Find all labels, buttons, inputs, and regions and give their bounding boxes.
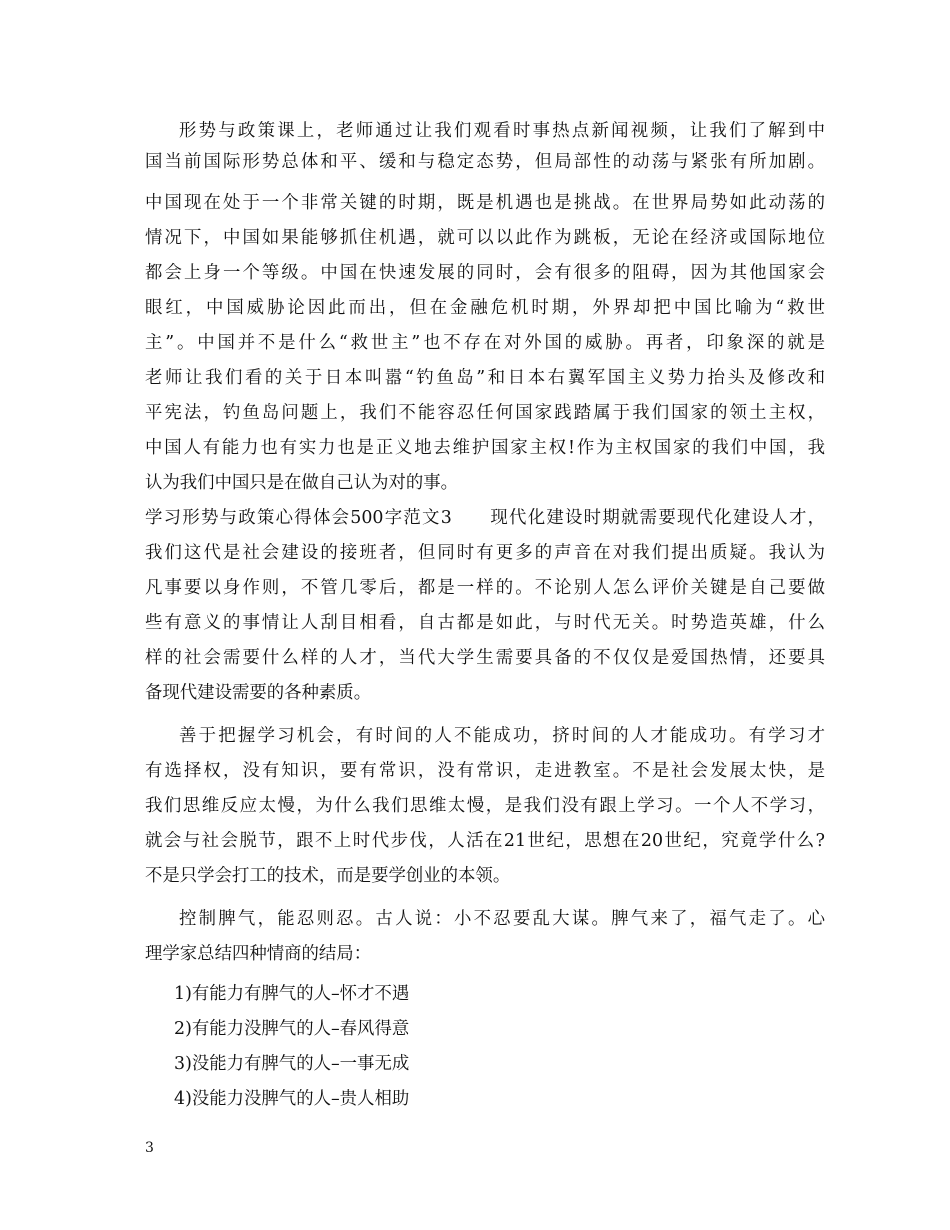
text-line: 平宪法，钓鱼岛问题上，我们不能容忍任何国家践踏属于我们国家的领土主权，: [145, 403, 825, 423]
text-line: 形势与政策课上，老师通过让我们观看时事热点新闻视频，让我们了解到中: [179, 121, 825, 141]
list-item: 3)没能力有脾气的人–一事无成: [174, 1054, 410, 1074]
list-item: 4)没能力没脾气的人–贵人相助: [174, 1089, 410, 1109]
text-line: 情况下，中国如果能够抓住机遇，就可以以此作为跳板，无论在经济或国际地位: [145, 228, 825, 248]
text-line: 学习形势与政策心得体会500字范文3 现代化建设时期就需要现代化建设人才，: [145, 508, 825, 528]
text-line: 有选择权，没有知识，要有常识，没有常识，走进教室。不是社会发展太快，是: [145, 761, 825, 781]
text-line: 凡事要以身作则，不管几零后，都是一样的。不论别人怎么评价关键是自己要做: [145, 578, 825, 598]
list-item: 1)有能力有脾气的人–怀才不遇: [174, 984, 410, 1004]
text-line: 就会与社会脱节，跟不上时代步伐，人活在21世纪，思想在20世纪，究竟学什么?: [145, 831, 825, 851]
text-line: 控制脾气，能忍则忍。古人说：小不忍要乱大谋。脾气来了，福气走了。心: [179, 909, 825, 929]
text-line: 理学家总结四种情商的结局：: [145, 944, 372, 964]
text-line: 中国现在处于一个非常关键的时期，既是机遇也是挑战。在世界局势如此动荡的: [145, 193, 825, 213]
text-line: 中国人有能力也有实力也是正义地去维护国家主权!作为主权国家的我们中国，我: [145, 438, 825, 458]
text-line: 主”。中国并不是什么“救世主”也不存在对外国的威胁。再者，印象深的就是: [145, 333, 825, 353]
text-line: 我们思维反应太慢，为什么我们思维太慢，是我们没有跟上学习。一个人不学习，: [145, 796, 825, 816]
text-line: 老师让我们看的关于日本叫嚣“钓鱼岛”和日本右翼军国主义势力抬头及修改和: [145, 368, 825, 388]
text-line: 眼红，中国威胁论因此而出，但在金融危机时期，外界却把中国比喻为“救世: [145, 298, 825, 318]
list-item: 2)有能力没脾气的人–春风得意: [174, 1019, 410, 1039]
text-line: 都会上身一个等级。中国在快速发展的同时，会有很多的阻碍，因为其他国家会: [145, 263, 825, 283]
text-line: 备现代建设需要的各种素质。: [145, 683, 372, 703]
page-number: 3: [145, 1140, 154, 1156]
text-line: 认为我们中国只是在做自己认为对的事。: [145, 473, 459, 493]
text-line: 我们这代是社会建设的接班者，但同时有更多的声音在对我们提出质疑。我认为: [145, 543, 825, 563]
text-line: 些有意义的事情让人刮目相看，自古都是如此，与时代无关。时势造英雄，什么: [145, 613, 825, 633]
text-line: 不是只学会打工的技术，而是要学创业的本领。: [145, 866, 511, 886]
text-line: 善于把握学习机会，有时间的人不能成功，挤时间的人才能成功。有学习才: [179, 726, 825, 746]
text-line: 样的社会需要什么样的人才，当代大学生需要具备的不仅仅是爱国热情，还要具: [145, 648, 825, 668]
text-line: 国当前国际形势总体和平、缓和与稳定态势，但局部性的动荡与紧张有所加剧。: [145, 152, 825, 172]
